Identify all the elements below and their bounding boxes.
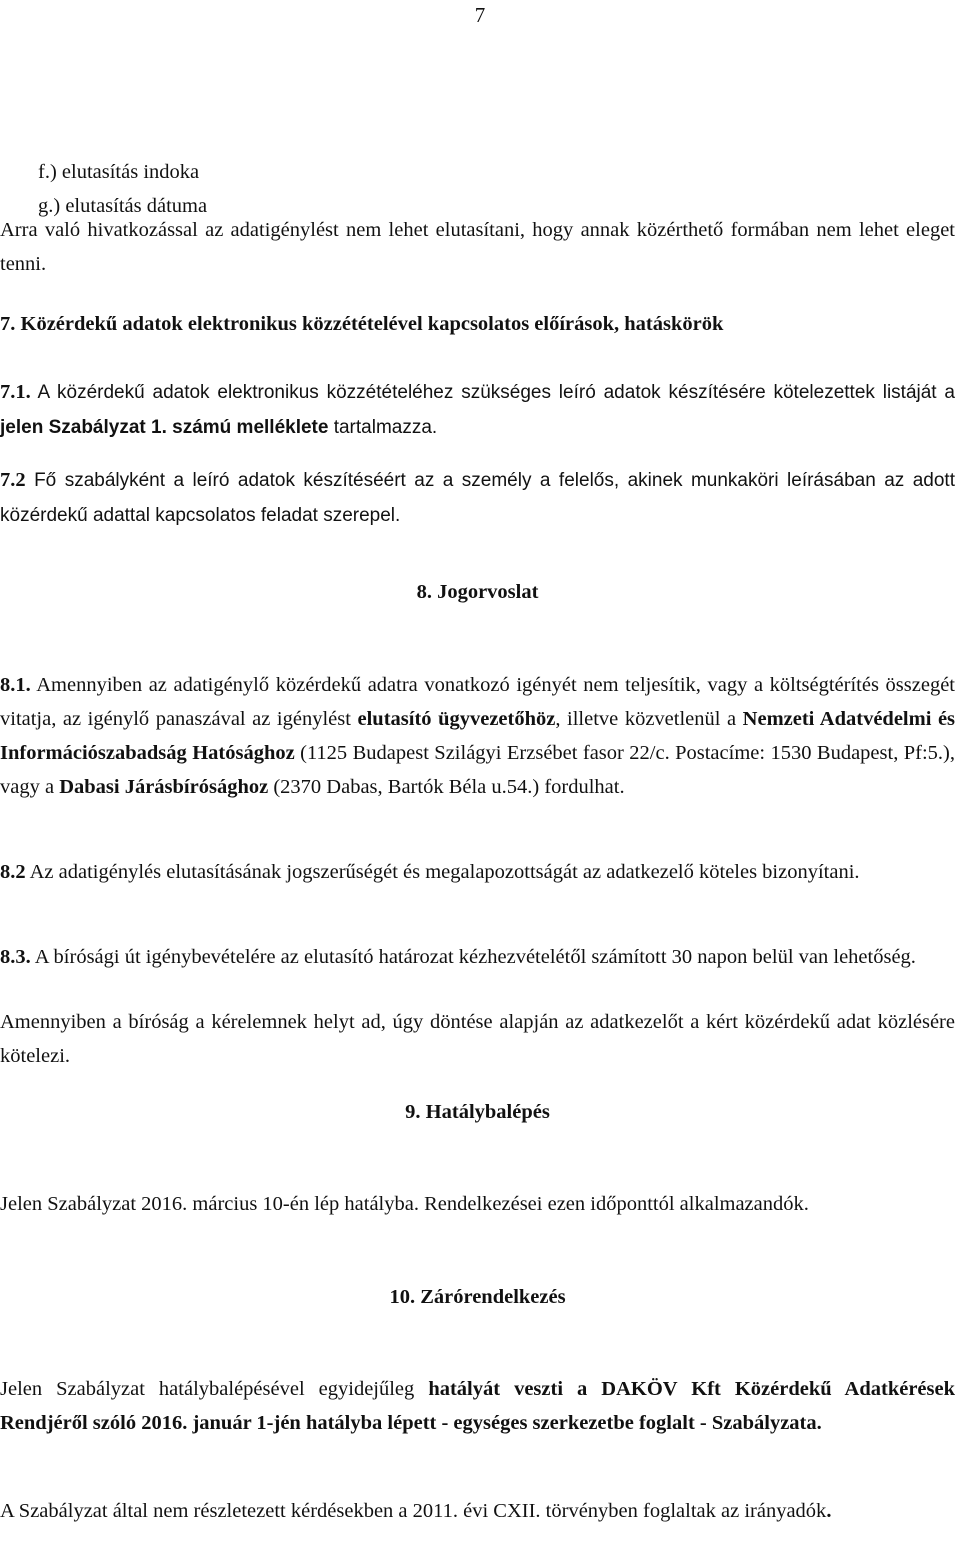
- paragraph-10-2-text: A Szabályzat által nem részletezett kérdésekben a 2011. évi CXII. törvényben foglaltak az irányadók: [0, 1500, 827, 1522]
- paragraph-7-1-end: tartalmazza.: [328, 417, 438, 438]
- section-9-heading: 9. Hatálybalépés: [405, 1101, 550, 1123]
- paragraph-8-3: [0, 940, 955, 974]
- paragraph-7-1: [0, 375, 955, 445]
- paragraph-8-2-number: 8.2: [0, 861, 26, 883]
- paragraph-8-1-bold-3: Dabasi Járásbírósághoz: [59, 776, 269, 798]
- paragraph-8-1-number: 8.1.: [0, 674, 31, 696]
- paragraph-8-3-text: A bírósági út igénybevételére az elutasító határozat kézhezvételétől számított 30 napon belül van lehetőség.: [30, 946, 916, 968]
- section-7-heading: 7. Közérdekű adatok elektronikus közzétételével kapcsolatos előírások, hatáskörök: [0, 313, 724, 335]
- paragraph-10-1-text: Jelen Szabályzat hatálybalépésével egyidejűleg: [0, 1378, 429, 1400]
- paragraph-10-1-bold: hatályát veszti a DAKÖV Kft Közérdekű Adatkérések Rendjéről szóló 2016. január 1-jén hatályba lépett - egységes szerkezetbe foglalt - Szabályzata.: [0, 1378, 955, 1434]
- refusal-note: Arra való hivatkozással az adatigénylést nem lehet elutasítani, hogy annak közérthető formában nem lehet eleget tenni.: [0, 219, 955, 275]
- paragraph-8-1-text-e: (2370 Dabas, Bartók Béla u.54.) fordulhat.: [268, 776, 625, 798]
- paragraph-8-1-text-c: , illetve közvetlenül a: [555, 708, 743, 730]
- paragraph-8-4: Amennyiben a bíróság a kérelemnek helyt ad, úgy döntése alapján az adatkezelőt a kért közérdekű adat közlésére kötelezi.: [0, 1011, 955, 1067]
- paragraph-8-1-bold-1: elutasító ügyvezetőhöz: [357, 708, 556, 730]
- paragraph-10-2-dot: .: [826, 1500, 832, 1522]
- paragraph-8-3-number: 8.3.: [0, 946, 31, 968]
- paragraph-8-1-bold-2: Nemzeti Adatvédelmi és Információszabadság Hatósághoz: [0, 708, 956, 764]
- paragraph-7-1-text: A közérdekű adatok elektronikus közzétételéhez szükséges leíró adatok készítésére kötelezettek listáját a: [30, 382, 955, 403]
- paragraph-7-2-number: 7.2: [0, 469, 26, 491]
- paragraph-7-1-bold: jelen Szabályzat 1. számú melléklete: [0, 417, 329, 438]
- list-item-f: f.) elutasítás indoka: [38, 161, 200, 183]
- section-9-text: Jelen Szabályzat 2016. március 10-én lép hatályba. Rendelkezései ezen időponttól alkalmazandók.: [0, 1193, 809, 1215]
- paragraph-8-2-text: Az adatigénylés elutasításának jogszerűségét és megalapozottságát az adatkezelő köteles bizonyítani.: [25, 861, 860, 883]
- paragraph-8-2: [0, 855, 955, 889]
- paragraph-8-1: [0, 668, 955, 804]
- paragraph-8-1-text-a: Amennyiben az adatigénylő közérdekű adatra vonatkozó igényét nem teljesítik, vagy a költségtérítés összegét vitatja, az igénylő panaszával az igénylést: [0, 674, 955, 730]
- section-8-heading: 8. Jogorvoslat: [416, 581, 539, 603]
- paragraph-8-1-text-d: (1125 Budapest Szilágyi Erzsébet fasor 22/c. Postacíme: 1530 Budapest, Pf:5.), vagy a: [0, 742, 955, 798]
- paragraph-7-2-text: Fő szabályként a leíró adatok készítéséért az a személy a felelős, akinek munkaköri leírásában az adott közérdekű adattal kapcsolatos feladat szerepel.: [0, 470, 955, 526]
- paragraph-7-1-number: 7.1.: [0, 381, 31, 403]
- section-10-heading: 10. Zárórendelkezés: [389, 1286, 566, 1308]
- list-item-g: g.) elutasítás dátuma: [38, 195, 208, 217]
- page-number: 7: [474, 3, 486, 27]
- paragraph-10-1: [0, 1372, 955, 1440]
- paragraph-7-2: [0, 463, 955, 533]
- paragraph-10-2: [0, 1494, 955, 1528]
